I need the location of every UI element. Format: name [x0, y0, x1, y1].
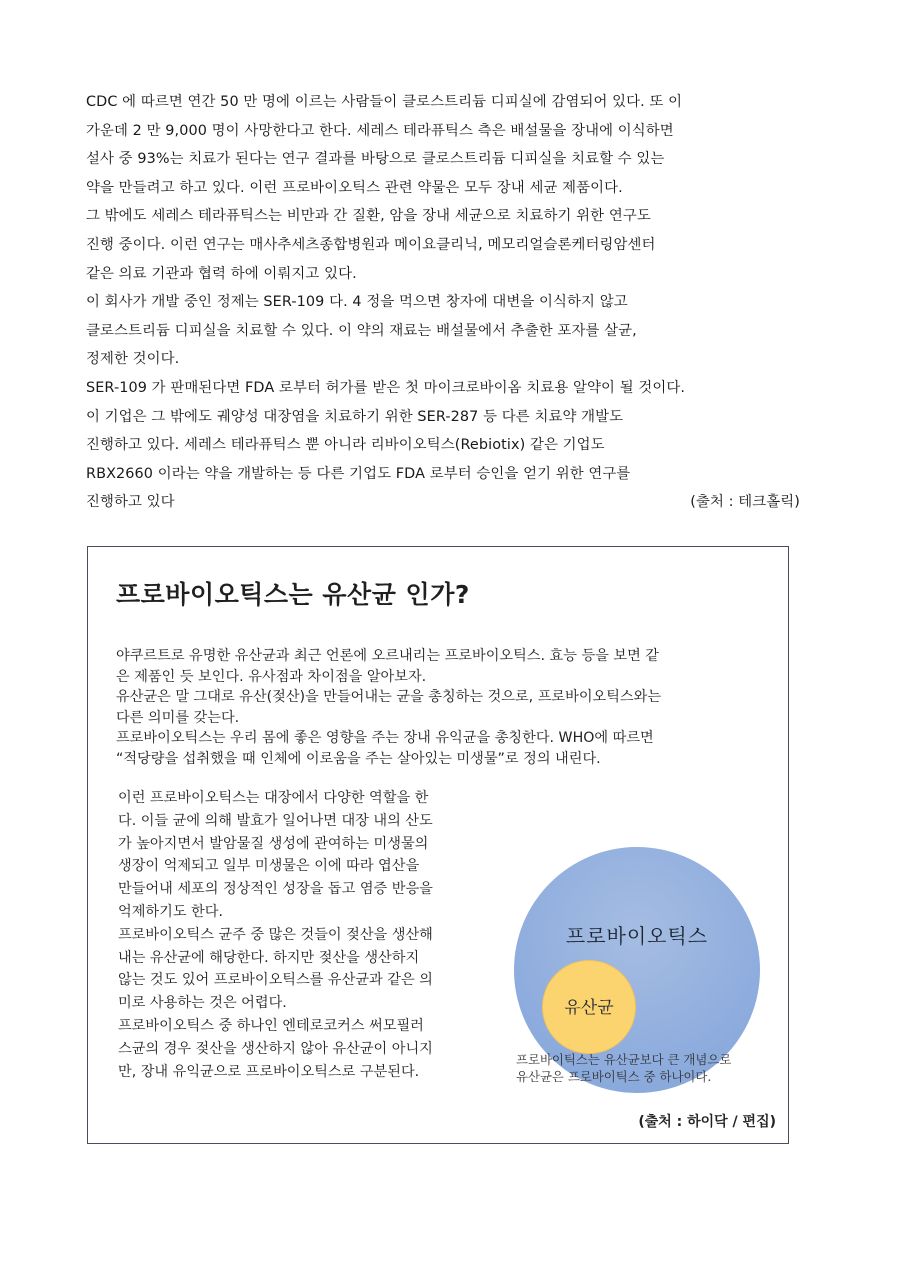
article-line: 같은 의료 기관과 협력 하에 이뤄지고 있다. — [86, 265, 357, 282]
body-line: 가 높아지면서 발암물질 생성에 관여하는 미생물의 — [118, 835, 429, 852]
lactobacillus-label: 유산균 — [564, 998, 614, 1018]
article-line: 진행하고 있다. 세레스 테라퓨틱스 뿐 아니라 리바이오틱스(Rebiotix) 같은 기업도 — [86, 437, 605, 454]
box-source: (출처 : 하이닥 / 편집) — [638, 1114, 776, 1130]
box-title: 프로바이오틱스는 유산균 인가? — [116, 580, 470, 609]
intro-line: 프로바이오틱스는 우리 몸에 좋은 영향을 주는 장내 유익균을 총칭한다. WHO에 따르면 — [116, 730, 654, 746]
box-body — [118, 787, 488, 1083]
body-line: 미로 사용하는 것은 어렵다. — [118, 995, 287, 1012]
info-box — [87, 546, 789, 1144]
diagram-caption — [516, 1051, 786, 1085]
body-line: 이런 프로바이오틱스는 대장에서 다양한 역할을 한 — [118, 790, 429, 806]
intro-line: 야쿠르트로 유명한 유산균과 최근 언론에 오르내리는 프로바이오틱스. 효능 등을 보면 같 — [116, 648, 659, 664]
article-text — [86, 88, 826, 517]
caption-line: 프로바이틱스는 유산균보다 큰 개념으로 — [516, 1052, 732, 1067]
intro-line: “적당량을 섭취했을 때 인체에 이로움을 주는 살아있는 미생물”로 정의 내린다. — [116, 750, 601, 767]
article-line: RBX2660 이라는 약을 개발하는 등 다른 기업도 FDA 로부터 승인을 얻기 위한 연구를 — [86, 465, 631, 482]
article-line: 이 회사가 개발 중인 정제는 SER-109 다. 4 정을 먹으면 창자에 대변을 이식하지 않고 — [86, 294, 628, 311]
body-line: 내는 유산균에 해당한다. 하지만 젖산을 생산하지 — [118, 949, 420, 966]
intro-line: 유산균은 말 그대로 유산(젖산)을 만들어내는 균을 총칭하는 것으로, 프로바이오틱스와는 — [116, 689, 662, 705]
probiotics-label: 프로바이오틱스 — [565, 924, 709, 948]
box-intro — [116, 646, 776, 769]
article-source: (출처 : 테크홀릭) — [690, 494, 800, 511]
body-line: 프로바이오틱스 균주 중 많은 것들이 젖산을 생산해 — [118, 926, 433, 943]
body-line: 만들어내 세포의 정상적인 성장을 돕고 염증 반응을 — [118, 881, 433, 898]
article-line-last — [86, 488, 826, 517]
caption-line: 유산균은 프로바이틱스 중 하나이다. — [516, 1069, 712, 1084]
body-line: 다. 이들 균에 의해 발효가 일어나면 대장 내의 산도 — [118, 812, 433, 829]
article-line: 그 밖에도 세레스 테라퓨틱스는 비만과 간 질환, 암을 장내 세균으로 치료하기 위한 연구도 — [86, 208, 651, 225]
body-line: 스균의 경우 젖산을 생산하지 않아 유산균이 아니지 — [118, 1040, 433, 1057]
article-line: CDC 에 따르면 연간 50 만 명에 이르는 사람들이 클로스트리듐 디피실에 감염되어 있다. 또 이 — [86, 94, 683, 110]
intro-line: 다른 의미를 갖는다. — [116, 709, 240, 726]
body-line: 프로바이오틱스 중 하나인 엔테로코커스 써모필러 — [118, 1017, 424, 1034]
article-line: 클로스트리듐 디피실을 치료할 수 있다. 이 약의 재료는 배설물에서 추출한 포자를 살균, — [86, 322, 637, 339]
article-line: 정제한 것이다. — [86, 351, 180, 368]
article-line: 가운데 2 만 9,000 명이 사망한다고 한다. 세레스 테라퓨틱스 측은 배설물을 장내에 이식하면 — [86, 122, 674, 139]
article-line: 진행 중이다. 이런 연구는 매사추세츠종합병원과 메이요클리닉, 메모리얼슬론케터링암센터 — [86, 236, 656, 253]
body-line: 만, 장내 유익균으로 프로바이오틱스로 구분된다. — [118, 1063, 420, 1080]
article-line: 약을 만들려고 하고 있다. 이런 프로바이오틱스 관련 약물은 모두 장내 세균 제품이다. — [86, 179, 623, 196]
body-line: 억제하기도 한다. — [118, 903, 223, 920]
body-line: 생장이 억제되고 일부 미생물은 이에 따라 엽산을 — [118, 858, 420, 875]
article-line: 설사 중 93%는 치료가 된다는 연구 결과를 바탕으로 클로스트리듐 디피실을 치료할 수 있는 — [86, 151, 665, 168]
body-line: 않는 것도 있어 프로바이오틱스를 유산균과 같은 의 — [118, 972, 433, 989]
article-line: 진행하고 있다 — [86, 494, 175, 511]
article-line: SER-109 가 판매된다면 FDA 로부터 허가를 받은 첫 마이크로바이옴 치료용 알약이 될 것이다. — [86, 379, 686, 396]
article-line: 이 기업은 그 밖에도 궤양성 대장염을 치료하기 위한 SER-287 등 다른 치료약 개발도 — [86, 408, 624, 425]
intro-line: 은 제품인 듯 보인다. 유사점과 차이점을 알아보자. — [116, 668, 427, 685]
